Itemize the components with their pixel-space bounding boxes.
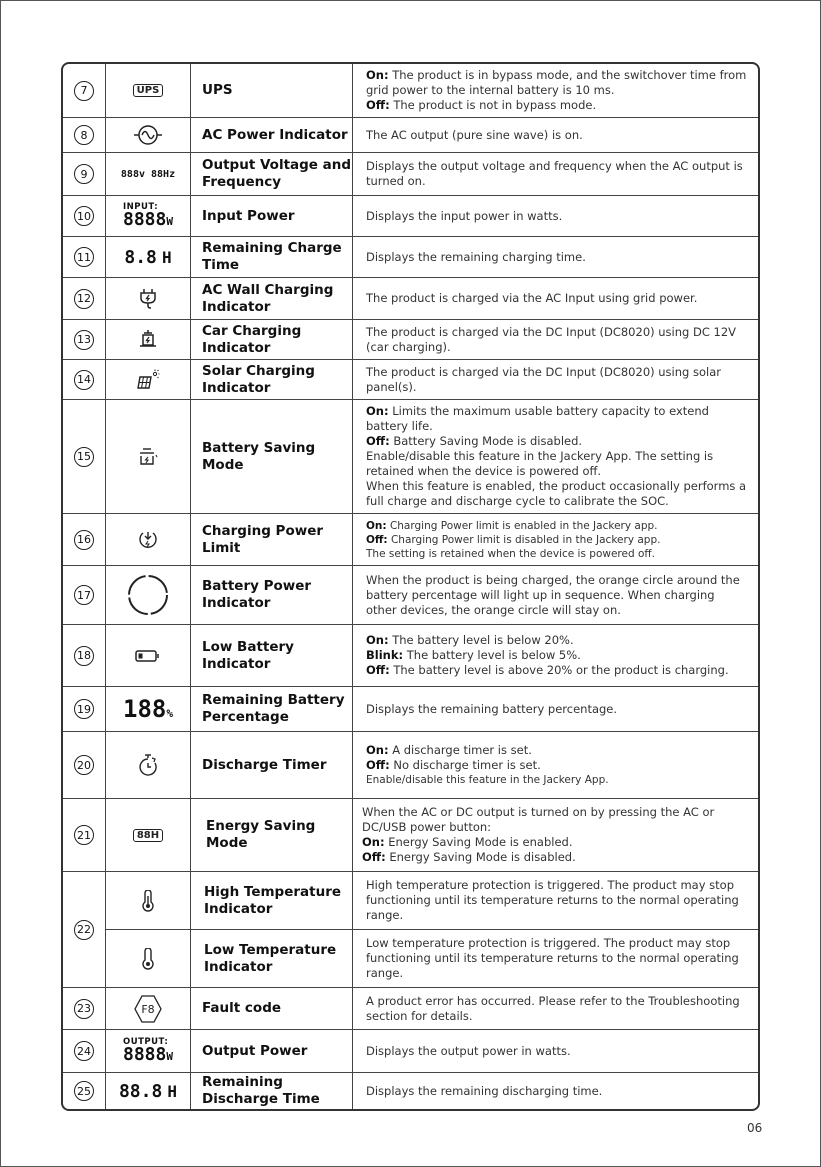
row-number: 11	[74, 247, 94, 267]
table-row	[63, 400, 758, 514]
table-row	[63, 196, 758, 237]
row-number: 16	[74, 530, 94, 550]
indicator-name: AC Power Indicator	[191, 118, 353, 152]
charging-power-limit-icon	[137, 529, 159, 551]
table-row	[106, 930, 758, 987]
low-temperature-icon	[140, 948, 156, 970]
table-row	[63, 566, 758, 625]
table-row	[63, 514, 758, 566]
indicator-name: Car Charging Indicator	[191, 320, 353, 359]
fault-code-icon	[132, 993, 164, 1025]
row-number: 22	[74, 920, 94, 940]
row-number: 25	[74, 1081, 94, 1101]
indicator-name: Solar Charging Indicator	[191, 360, 353, 399]
row-number: 18	[74, 646, 94, 666]
solar-panel-icon	[136, 369, 160, 391]
table-row	[63, 799, 758, 872]
input-power-display-icon: INPUT: 8888W	[123, 201, 173, 231]
table-row	[63, 625, 758, 687]
row-number: 23	[74, 999, 94, 1019]
indicator-description: Displays the remaining battery percentage.	[366, 701, 618, 716]
indicator-description: On: The battery level is below 20%. Blink: The battery level is below 5%. Off: The battery level is above 20% or the product is charging.	[366, 633, 729, 677]
svg-text:F8: F8	[141, 1002, 155, 1016]
table-row	[63, 320, 758, 360]
indicator-description: Displays the output power in watts.	[366, 1043, 571, 1058]
indicator-name: AC Wall Charging Indicator	[191, 278, 353, 319]
indicator-name: Low Battery Indicator	[191, 625, 353, 686]
indicator-name: Output Power	[191, 1030, 353, 1072]
indicator-name: High Temperature Indicator	[191, 872, 353, 929]
indicator-description: High temperature protection is triggered. The product may stop functioning until its temperature returns to the normal operating range.	[366, 878, 739, 922]
indicator-description: The product is charged via the DC Input (DC8020) using solar panel(s).	[366, 364, 721, 394]
ac-sine-wave-icon	[133, 123, 163, 147]
indicator-description: The product is charged via the AC Input using grid power.	[366, 291, 698, 305]
indicator-description: The AC output (pure sine wave) is on.	[366, 127, 583, 142]
table-row	[63, 732, 758, 799]
row-number: 17	[74, 585, 94, 605]
indicator-description: Displays the remaining discharging time.	[366, 1083, 603, 1098]
voltage-frequency-display-icon: 888v 88Hz	[120, 168, 176, 180]
row-number: 24	[74, 1041, 94, 1061]
indicator-description: When the AC or DC output is turned on by pressing the AC or DC/USB power button: On: Energy Saving Mode is enabled. Off: Energy Saving Mode is disabled.	[362, 805, 715, 864]
table-row	[63, 64, 758, 118]
row-number: 8	[74, 125, 94, 145]
indicator-name: Discharge Timer	[191, 732, 353, 798]
discharge-timer-icon	[137, 753, 159, 777]
battery-saving-icon	[137, 446, 159, 468]
row-number: 14	[74, 370, 94, 390]
table-row	[106, 872, 758, 930]
page-number: 06	[747, 1121, 763, 1135]
indicator-name: Low Temperature Indicator	[191, 930, 353, 987]
high-temperature-icon	[140, 890, 156, 912]
indicator-name: Remaining Battery Percentage	[191, 687, 353, 731]
indicator-description: A product error has occurred. Please refer to the Troubleshooting section for details.	[366, 993, 740, 1023]
indicator-description: On: Charging Power limit is enabled in the Jackery app. Off: Charging Power limit is disabled in the Jackery app. The setting is retained when the device is powered off.	[366, 519, 661, 560]
energy-saving-icon: 88H	[133, 829, 163, 842]
indicator-name: Remaining Discharge Time	[191, 1073, 353, 1109]
table-row	[63, 988, 758, 1030]
output-power-display-icon: OUTPUT: 8888W	[123, 1036, 173, 1066]
table-row-group	[63, 872, 758, 988]
battery-percentage-display-icon: 188%	[123, 695, 173, 723]
indicator-name: Battery Saving Mode	[191, 400, 353, 513]
indicator-name: Remaining Charge Time	[191, 237, 353, 277]
table-row	[63, 1073, 758, 1109]
remaining-charge-time-display-icon: 8.8 H	[124, 246, 172, 268]
table-row	[63, 237, 758, 278]
indicator-name: Fault code	[191, 988, 353, 1029]
table-row	[63, 153, 758, 196]
indicator-name: Charging Power Limit	[191, 514, 353, 565]
row-number: 9	[74, 164, 94, 184]
ups-icon: UPS	[133, 84, 164, 97]
row-number: 20	[74, 755, 94, 775]
indicator-description: The product is charged via the DC Input (DC8020) using DC 12V (car charging).	[366, 324, 737, 354]
table-row	[63, 118, 758, 153]
row-number: 19	[74, 699, 94, 719]
indicator-name: UPS	[191, 64, 353, 117]
row-number: 7	[74, 81, 94, 101]
indicator-description: Displays the output voltage and frequency when the AC output is turned on.	[366, 159, 743, 188]
indicator-description: When the product is being charged, the orange circle around the battery percentage will light up in sequence. When charging other devices, the orange circle will stay on.	[366, 572, 740, 617]
indicator-description: On: Limits the maximum usable battery capacity to extend battery life. Off: Battery Saving Mode is disabled. Enable/disable this feature in the Jackery App. The setting is retained when the device is powered off. When this feature is enabled, the product occasionally performs a full charge and discharge cycle to calibrate the SOC.	[366, 404, 747, 508]
indicator-name: Energy Saving Mode	[191, 799, 353, 871]
row-number: 12	[74, 289, 94, 309]
indicator-name: Output Voltage and Frequency	[191, 153, 353, 195]
indicator-reference-table	[61, 62, 760, 1111]
indicator-description: Low temperature protection is triggered. The product may stop functioning until its temperature returns to the normal operating range.	[366, 936, 739, 980]
car-charging-icon	[138, 329, 158, 351]
table-row	[63, 278, 758, 320]
low-battery-icon	[135, 649, 161, 663]
indicator-description: Displays the remaining charging time.	[366, 249, 586, 264]
indicator-description: On: The product is in bypass mode, and the switchover time from grid power to the internal battery is 10 ms. Off: The product is not in bypass mode.	[366, 68, 747, 112]
remaining-discharge-time-display-icon: 88.8 H	[118, 1080, 178, 1102]
row-number: 15	[74, 447, 94, 467]
table-row	[63, 360, 758, 400]
battery-power-ring-icon	[126, 573, 170, 617]
row-number: 10	[74, 206, 94, 226]
row-number: 21	[74, 825, 94, 845]
indicator-description: Displays the input power in watts.	[366, 208, 563, 223]
row-number: 13	[74, 330, 94, 350]
table-row	[63, 687, 758, 732]
ac-wall-plug-icon	[138, 288, 158, 310]
table-row	[63, 1030, 758, 1073]
indicator-name: Battery Power Indicator	[191, 566, 353, 624]
indicator-description: On: A discharge timer is set. Off: No discharge timer is set. Enable/disable this feature in the Jackery App.	[366, 743, 609, 786]
indicator-name: Input Power	[191, 196, 353, 236]
